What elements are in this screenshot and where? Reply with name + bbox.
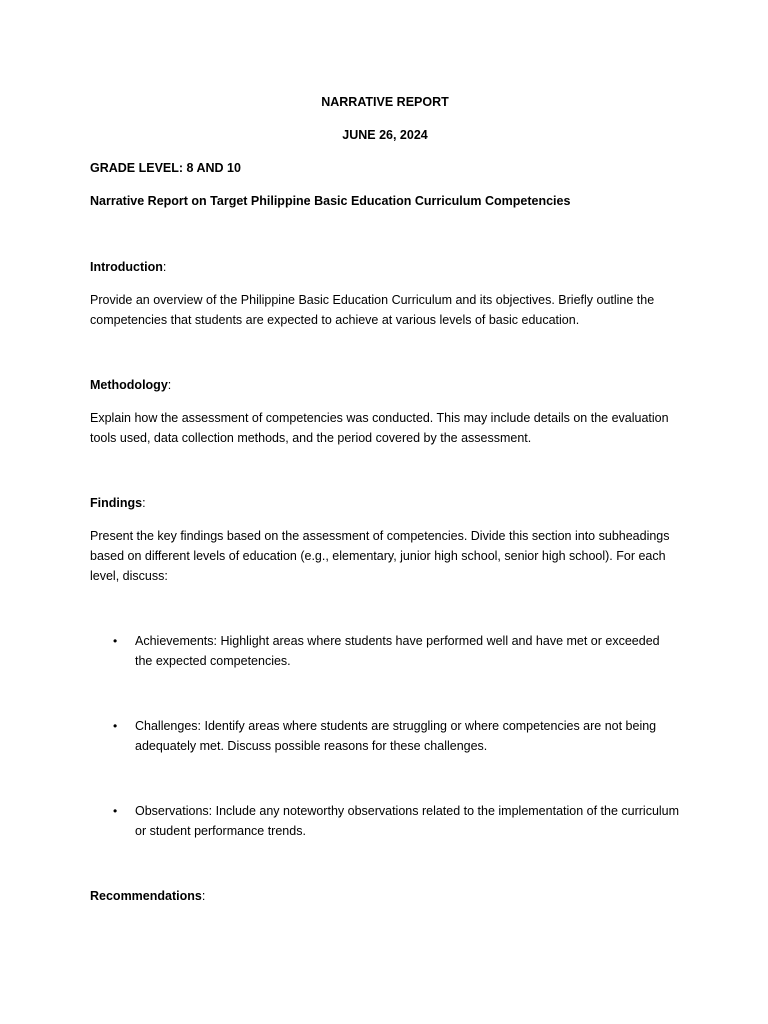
- methodology-paragraph: Explain how the assessment of competencies was conducted. This may include details on the evaluation tools used, data collection methods, and the period covered by the assessment.: [90, 411, 669, 445]
- findings-heading-colon: :: [142, 496, 146, 510]
- findings-heading-text: Findings: [90, 496, 143, 510]
- findings-paragraph: Present the key findings based on the assessment of competencies. Divide this section into subheadings based on different levels of education (e.g., elementary, junior high school, senior high school). For each level, discuss:: [90, 529, 670, 583]
- recommendations-heading-colon: :: [201, 889, 206, 903]
- introduction-heading-colon: :: [162, 260, 167, 274]
- bullet-icon: •: [113, 719, 118, 733]
- introduction-heading-text: Introduction: [90, 260, 163, 274]
- report-date: JUNE 26, 2024: [342, 128, 428, 142]
- list-item: [90, 801, 680, 841]
- recommendations-heading-text: Recommendations: [90, 889, 202, 903]
- findings-heading: [90, 493, 680, 513]
- introduction-paragraph: Provide an overview of the Philippine Basic Education Curriculum and its objectives. Briefly outline the competencies that students are expected to achieve at various levels of basic education.: [90, 293, 655, 327]
- report-subtitle: Narrative Report on Target Philippine Basic Education Curriculum Competencies: [90, 194, 571, 208]
- bullet-icon: •: [113, 634, 118, 648]
- methodology-heading-text: Methodology: [90, 378, 168, 392]
- findings-bullet-list: [90, 631, 680, 841]
- bullet-text-achievements: Achievements: Highlight areas where students have performed well and have met or exceeded the expected competencies.: [135, 634, 660, 668]
- bullet-text-challenges: Challenges: Identify areas where students are struggling or where competencies are not being adequately met. Discuss possible reasons for these challenges.: [135, 719, 657, 753]
- bullet-text-observations: Observations: Include any noteworthy observations related to the implementation of the curriculum or student performance trends.: [135, 804, 680, 838]
- methodology-heading-colon: :: [167, 378, 172, 392]
- introduction-heading: [90, 257, 680, 277]
- grade-level: GRADE LEVEL: 8 AND 10: [90, 161, 241, 175]
- methodology-heading: [90, 375, 680, 395]
- report-title: NARRATIVE REPORT: [321, 95, 449, 109]
- list-item: [90, 631, 680, 671]
- document-body: [90, 92, 680, 906]
- bullet-icon: •: [113, 804, 118, 818]
- list-item: [90, 716, 680, 756]
- recommendations-heading: [90, 886, 680, 906]
